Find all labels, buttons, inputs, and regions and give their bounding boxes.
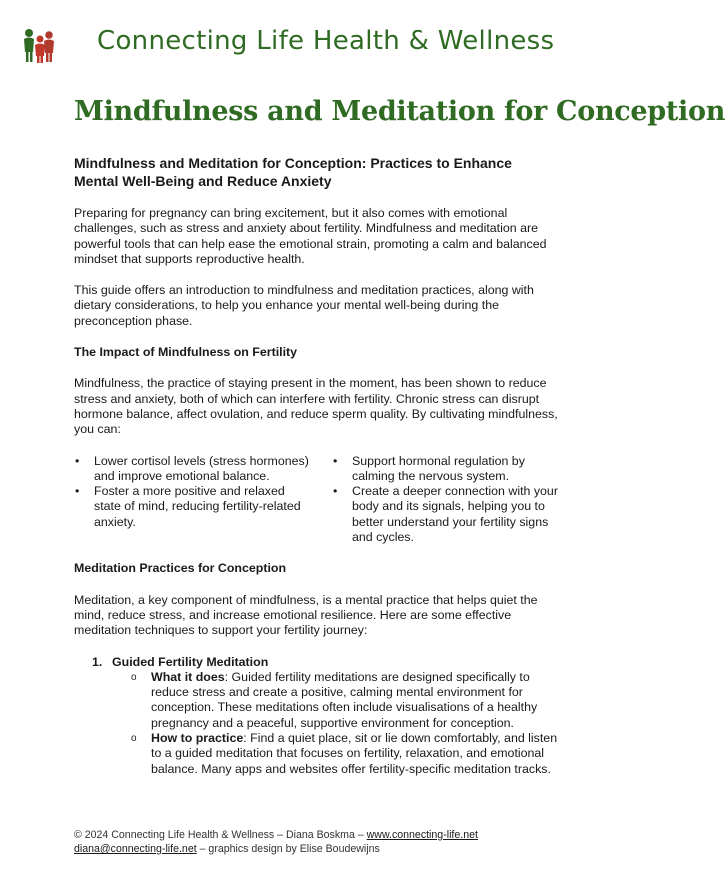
section-heading-mindfulness: The Impact of Mindfulness on Fertility: [74, 345, 298, 360]
benefits-bullet-columns: [74, 454, 558, 546]
document-body: [74, 154, 558, 777]
bullet-icon: •: [333, 484, 338, 499]
meditation-paragraph: Meditation, a key component of mindfulness, is a mental practice that helps quiet the mind, reduce stress, and increase emotional resilience. Here are some effective meditation techniques to support your fertility journey:: [74, 592, 538, 638]
document-subtitle: Mindfulness and Meditation for Conception: Practices to Enhance Mental Well-Being and Reduce Anxiety: [74, 155, 512, 189]
item-title: Guided Fertility Meditation: [112, 654, 269, 669]
bullet-list-right: [332, 454, 558, 546]
intro-paragraph-1: Preparing for pregnancy can bring excitement, but it also comes with emotional challenges, such as stress and anxiety about fertility. Mindfulness and meditation are powerful tools that can help ease the emotional strain, promoting a calm and balanced mindset that supports reproductive health.: [74, 206, 547, 266]
bullet-icon: •: [333, 453, 338, 468]
numbered-item-guided-meditation: [74, 655, 558, 777]
list-item: o How to practice: Find a quiet place, sit or lie down comfortably, and listen to a guided meditation that focuses on fertility, relaxation, and emotional balance. Many apps and websites offer fertility-specific meditation tracks.: [131, 731, 558, 776]
footer-line-2: [74, 842, 478, 856]
copyright-text: © 2024 Connecting Life Health & Wellness – Diana Boskma –: [74, 829, 367, 841]
bullet-icon: •: [75, 453, 80, 468]
page-footer: [74, 828, 478, 856]
bullet-list-left: [74, 454, 332, 546]
list-item: • Support hormonal regulation by calming the nervous system.: [333, 453, 525, 483]
mindfulness-paragraph: Mindfulness, the practice of staying present in the moment, has been shown to reduce stress and anxiety, both of which can interfere with fertility. Chronic stress can disrupt hormone balance, affect ovulation, and reduce sperm quality. By cultivating mindfulness, you can:: [74, 376, 558, 437]
credit-text: – graphics design by Elise Boudewijns: [196, 843, 380, 855]
family-figures-logo-icon: [20, 26, 56, 66]
intro-paragraph-2: This guide offers an introduction to mindfulness and meditation practices, along with dietary considerations, to help you enhance your mental well-being during the preconception phase.: [74, 283, 534, 328]
list-item: • Create a deeper connection with your body and its signals, helping you to better understand your fertility signs and cycles.: [333, 484, 558, 545]
brand-name: Connecting Life Health & Wellness: [97, 26, 555, 56]
hollow-circle-bullet-icon: o: [131, 671, 137, 683]
sub-point-list: [112, 670, 558, 777]
section-heading-meditation: Meditation Practices for Conception: [74, 561, 287, 576]
website-link[interactable]: www.connecting-life.net: [366, 829, 478, 841]
page-title: Mindfulness and Meditation for Conception: [74, 96, 725, 127]
bullet-icon: •: [75, 484, 80, 499]
hollow-circle-bullet-icon: o: [131, 733, 137, 745]
list-item: • Lower cortisol levels (stress hormones) and improve emotional balance.: [75, 453, 309, 483]
footer-line-1: [74, 828, 478, 842]
item-number: 1.: [92, 654, 103, 669]
list-item: o What it does: Guided fertility meditations are designed specifically to reduce stress and create a positive, calming mental environment for conception. These meditations often include visualisations of a healthy pregnancy and a peaceful, supportive environment for conception.: [131, 669, 538, 730]
list-item: • Foster a more positive and relaxed state of mind, reducing fertility-related anxiety.: [75, 484, 301, 529]
email-link[interactable]: diana@connecting-life.net: [74, 843, 197, 855]
